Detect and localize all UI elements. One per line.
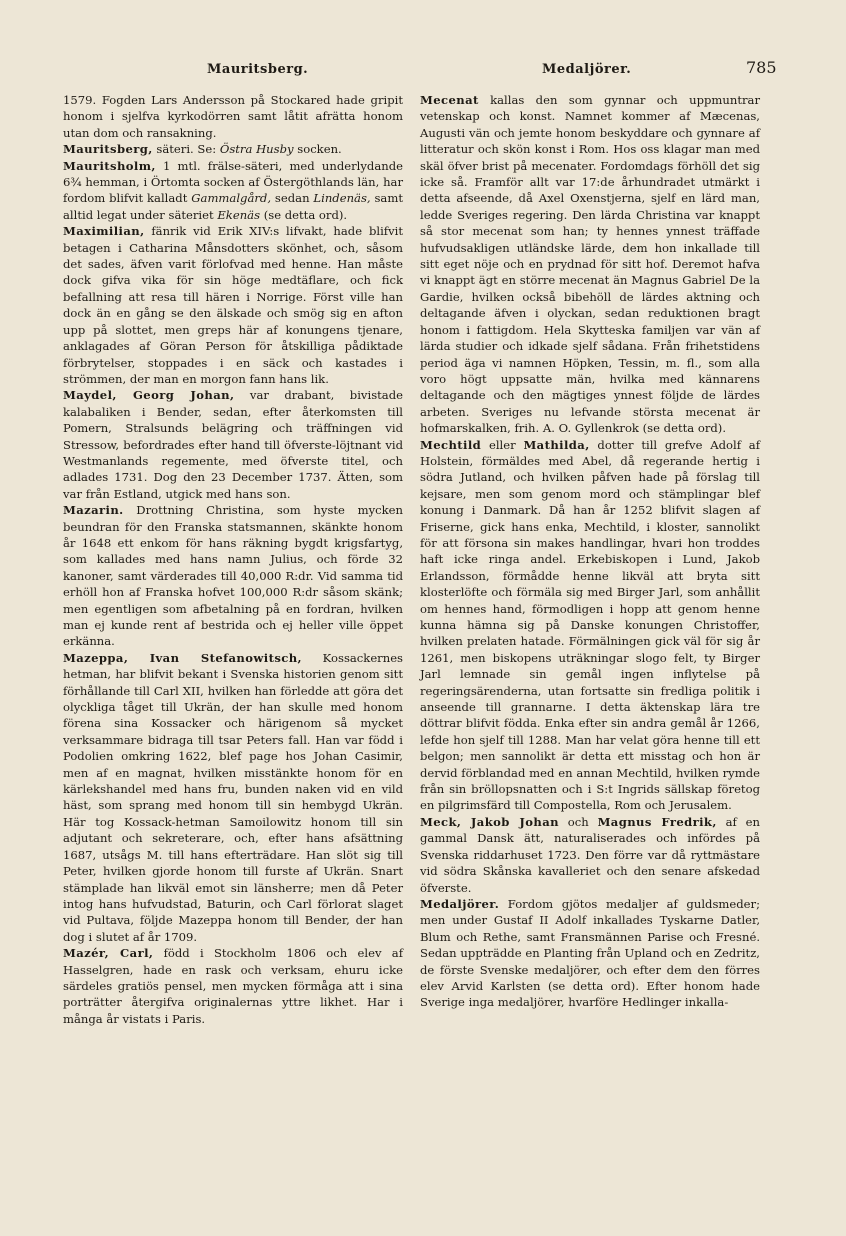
entry-text: dotter till grefve Adolf af Holstein, förmäldes med Abel, då regerande hertig i södra Jutland, och hvilken påfven hade på förslag till kejsare, men som genom mord och stämplingar blef konung i Danmark. Då han år 1252 blifvit slagen af Friserne, gick hans enka, Mechtild, i kloster, sannolikt för att försona sin makes handlingar, hvari hon troddes haft icke ringa andel. Erkebiskopen i Lund, Jakob Erlandsson, förmådde henne likväl att bryta sitt klosterlöfte och förmäla sig med Birger Jarl, som anhållit om hennes hand, förmodligen i hopp att genom henne kunna hämna sig på Danske konungen Christoffer, hvilken prelaten hatade. Förmälningen gick väl för sig år 1261, men biskopens uträkningar slogo felt, ty Birger Jarl lemnade sin gemål ingen inflytelse på regeringsärenderna, utan fortsatte sin fredliga politik i anseende till grannarne. I detta äktenskap lära tre döttrar blifvit födda. Enka efter sin andra gemål år 1266, lefde hon sjelf till 1288. Man har velat göra henne till ett belgon; men sannolikt är detta ett misstag och hon är dervid förblandad med en annan Mechtild, hvilken rymde från sin bröllopsnatten och i S:t Ingrids sällskap företog en pilgrimsfärd till Compostella, Rom och Jerusalem. [420,437,760,813]
entry-italic-text: Ekenäs [217,207,261,222]
dictionary-entry [63,158,403,224]
entry-text: samt alltid legat under säteriet [63,191,403,222]
entry-text: sedan [271,191,314,206]
entry-headword: Mazér, Carl, [63,946,154,961]
dictionary-entry [63,945,403,1027]
dictionary-entry [63,502,403,650]
entry-headword: Mauritsholm, [63,158,156,173]
entry-text: fänrik vid Erik XIV:s lifvakt, hade blifvit betagen i Catharina Månsdotters skönhet, och, såsom det sades, äfven varit förlofvad med henne. Han måste dock gifva vika för sin höge medtäflare, och fick befallning att resa till hären i Norrige. Först ville han dock än en gång se den älskade och smög sig en afton upp på slottet, men greps här af konungens tjenare, anklagades af Göran Person för åtskilliga pådiktade förbrytelser, stoppades i en säck och kastades i strömmen, der man en morgon fann hans lik. [63,224,403,386]
entry-headword: Maximilian, [63,224,145,239]
entry-headword: Mathilda, [523,437,590,452]
entry-text: kallas den som gynnar och uppmuntrar vetenskap och konst. Namnet kommer af Mæcenas, Augusti vän och jemte honom beskyddare och gynnare af litteratur och skön konst i Rom. Hos oss klagar man med skäl öfver brist på mecenater. Fordomdags förhöll det sig icke så. Framför allt var 17:de århundradet utmärkt i detta afseende, då Axel Oxenstjerna, sjelf en lärd man, ledde Sveriges regering. Den lärda Christina var knappt så stor mecenat som han; ty hennes ynnest träffade hufvudsakligen utländske lärde, dem hon inkallade till sitt eget nöje och en prydnad för sitt hof. Deremot hafva vi knappt ägt en större mecenat än Magnus Gabriel De la Gardie, hvilken också bibehöll de lärdes aktning och deltagande äfven i olyckan, sedan reduktionen bragt honom i fattigdom. Hela Skytteska familjen var vän af lärda studier och idkade sjelf sådana. Från frihetstidens period äga vi namnen Höpken, Tessin, m. fl., som alla voro högt uppsatte män, hvilka med kännarens deltagande och den mägtiges ynnest följde de lärdes arbeten. Sveriges nu lefvande största mecenat är hofmarskalken, frih. A. O. Gyllenkrok (se detta ord). [420,93,760,436]
entry-headword: Mecenat [420,93,479,107]
entry-text: eller [481,437,524,452]
entry-text: och [558,814,598,829]
dictionary-entry [63,387,403,502]
entry-headword: Meck, Jakob Johan [420,814,559,829]
running-head-right: Medaljörer. [542,62,632,77]
entry-text: (se detta ord). [260,207,348,222]
entry-italic-text: Lindenäs, [313,191,371,206]
running-head-left: Mauritsberg. [207,62,309,77]
entry-text: Kossackernes hetman, har blifvit bekant i Svenska historien genom sitt förhållande till Carl XII, hvilken han förledde att göra det olyckliga tåget till Ukrän, der han skulle med honom förena sina Kossacker och härigenom så mycket verksammare bidraga till tsar Peters fall. Han var född i Podolien omkring 1622, blef page hos Johan Casimir, men af en magnat, hvilken misstänkte honom för en kärlekshandel med hans fru, bunden naken vid en vild häst, som sprang med honom till sin hembygd Ukrän. Här tog Kossack-hetman Samoilowitz honom till sin adjutant och sekreterare, och, efter hans afsättning 1687, utsågs M. till hans efterträdare. Han slöt sig till Peter, hvilken gjorde honom till furste af Ukrän. Snart stämplade han likväl emot sin länsherre; men då Peter intog hans hufvudstad, Baturin, och Carl förlorat slaget vid Pultava, följde Mazeppa honom till Bender, der han dog i slutet af år 1709. [63,650,404,944]
entry-text: socken. [293,142,342,157]
dictionary-entry [420,92,760,437]
entry-text: 1579. Fogden Lars Andersson på Stockared hade gripit honom i sjelfva kyrkodörren samt låtit afrätta honom utan dom och ransakning. [63,93,403,140]
page-number: 785 [746,58,777,77]
entry-headword: Mazarin. [63,503,124,518]
dictionary-entry [420,437,760,814]
entry-text: säteri. Se: [152,142,220,157]
entry-headword: Mazeppa, Ivan Stefanowitsch, [63,650,302,665]
entry-text: 1 mtl. frälse-säteri, med underlydande 6¾ hemman, i Örtomta socken af Östergöthlands län, har fordom blifvit kalladt [63,158,403,206]
entry-italic-text: Gammalgård, [191,191,272,206]
entry-headword: Mauritsberg, [63,142,153,157]
dictionary-entry [420,896,760,1011]
dictionary-entry [420,814,760,896]
entry-headword: Maydel, Georg Johan, [63,388,235,403]
entry-headword: Magnus Fredrik, [597,814,717,829]
entry-text: af en gammal Dansk ätt, naturaliserades och infördes på Svenska riddarhuset 1723. Den förre var då ryttmästare vid södra Skånska kavalleriet och den senare afskedad öfverste. [420,814,761,895]
dictionary-entry [63,92,403,141]
entry-text: Drottning Christina, som hyste mycken beundran för den Franska statsmannen, skänkte honom år 1648 ett enkom för hans räkning bygdt krigsfartyg, som kallades med hans namn Julius, och förde 32 kanoner, samt värderades till 40,000 R:dr. Vid samma tid erhöll hon af Franska hofvet 100,000 R:dr såsom skänk; men egentligen som afbetalning på en fordran, hvilken man ej kunde rent af bestrida och ej heller ville öppet erkänna. [63,503,403,649]
entry-italic-text: Östra Husby [219,142,294,157]
entry-headword: Mechtild [420,437,482,452]
right-column [420,92,760,1011]
entry-text: Fordom gjötos medaljer af guldsmeder; men under Gustaf II Adolf inkallades Tyskarne Datler, Blum och Rethe, samt Fransmännen Parise och Fresné. Sedan uppträdde en Planting från Upland och en Zedritz, de förste Svenske medaljörer, och efter dem den förres elev Arvid Karlsten (se detta ord). Efter honom hade Sverige inga medaljörer, hvarföre Hedlinger inkalla- [420,896,760,1010]
dictionary-entry [63,223,403,387]
dictionary-entry [63,650,403,945]
entry-headword: Medaljörer. [420,896,500,911]
entry-text: född i Stockholm 1806 och elev af Hasselgren, hade en rask och verksam, ehuru icke särdeles gratiös pensel, men mycken förmåga att i sina porträtter återgifva originalernas yttre likhet. Har i många år vistats i Paris. [63,946,403,1026]
dictionary-entry [63,141,403,157]
left-column [63,92,403,1027]
entry-text: var drabant, bivistade kalabaliken i Bender, sedan, efter återkomsten till Pomern, Stralsunds belägring och träffningen vid Stressow, befordrades efter hand till öfverste-löjtnant vid Westmanlands regemente, med öfverste titel, och adlades 1731. Dog den 23 December 1737. Ätten, som var från Estland, utgick med hans son. [63,388,403,501]
